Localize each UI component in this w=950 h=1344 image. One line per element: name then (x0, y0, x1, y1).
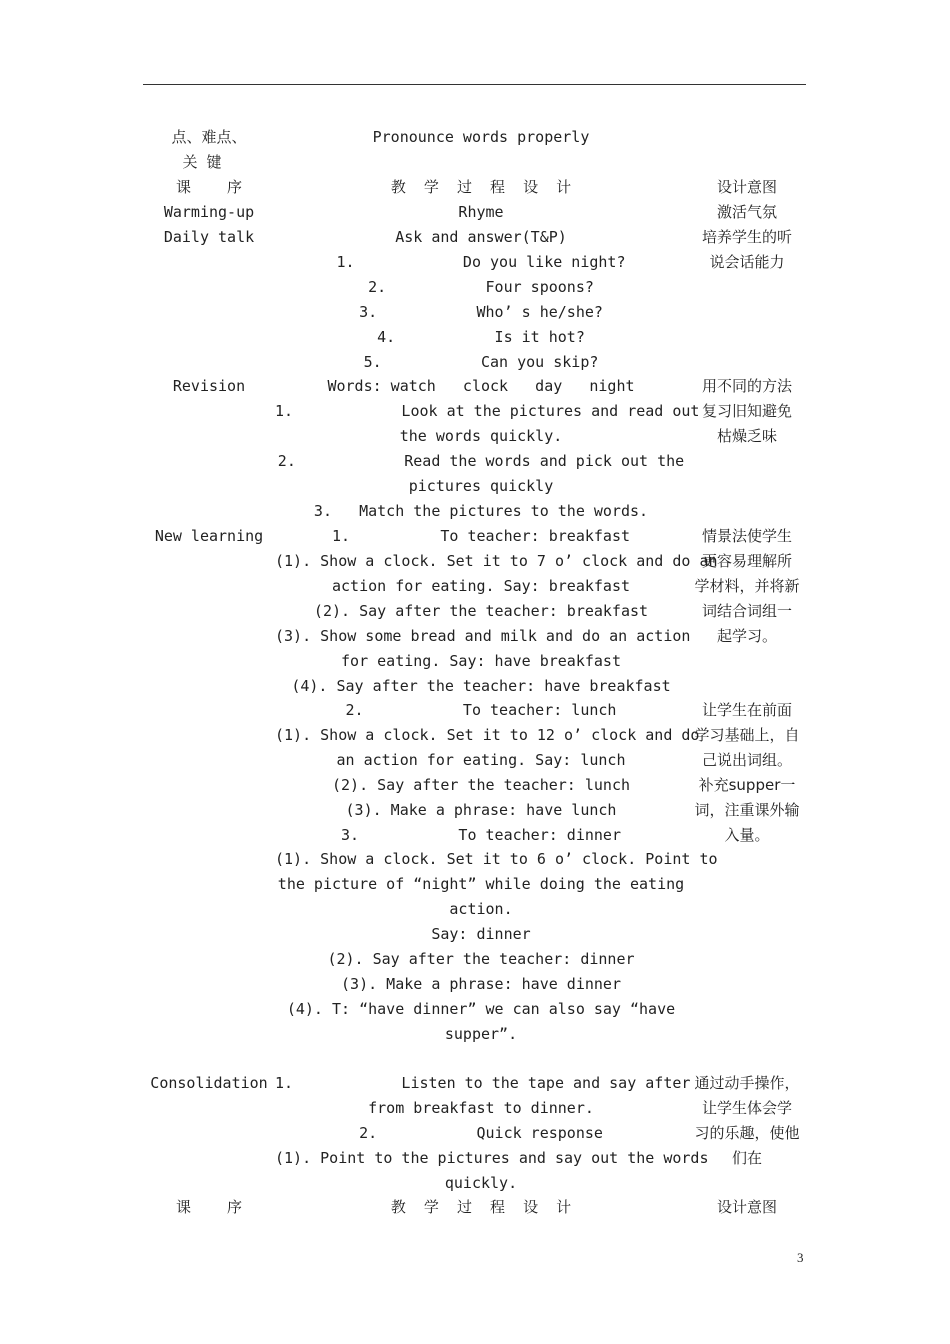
rhyme-text: Rhyme (458, 203, 504, 221)
consolidation-2-1: (1). Point to the pictures and say out the words (275, 1149, 709, 1167)
revision-words: Words: watch clock day night (327, 377, 635, 395)
section-new-learning: New learning (154, 527, 264, 545)
section-consolidation: Consolidation (150, 1074, 268, 1092)
header-rule (143, 84, 806, 85)
process-design-header-bottom: 教 学 过 程 设 计 (390, 1198, 572, 1216)
intent-consolidation-1: 通过动手操作， (694, 1074, 800, 1092)
new-learning-3-1: (1). Show a clock. Set it to 6 o’ clock. Point to (275, 850, 718, 868)
question-1: 1. Do you like night? (336, 253, 626, 271)
consolidation-step-1: 1. Listen to the tape and say after (275, 1074, 691, 1092)
process-header-bottom: 课 序 (175, 1198, 243, 1216)
new-learning-3-1-say: Say: dinner (431, 925, 531, 943)
revision-step-1: 1. Look at the pictures and read out (275, 402, 700, 420)
intent-new-learning-b6: 入量。 (724, 826, 770, 844)
new-learning-1-3-cont: for eating. Say: have breakfast (341, 652, 621, 670)
intent-new-learning-5: 起学习。 (716, 627, 777, 645)
new-learning-2-3: (3). Make a phrase: have lunch (345, 801, 617, 819)
intent-warmup-2: 培养学生的听 (701, 228, 792, 246)
new-learning-2-1-cont: an action for eating. Say: lunch (336, 751, 626, 769)
intent-consolidation-2: 让学生体会学 (701, 1099, 792, 1117)
new-learning-step-3: 3. To teacher: dinner (341, 826, 621, 844)
intent-revision-2: 复习旧知避免 (701, 402, 792, 420)
intent-new-learning-b4: 补充supper一 (698, 776, 796, 794)
consolidation-step-1-cont: from breakfast to dinner. (368, 1099, 594, 1117)
section-warmup: Warming-up (163, 203, 255, 221)
revision-step-2-cont: pictures quickly (408, 477, 554, 495)
pronounce-text: Pronounce words properly (372, 128, 590, 146)
intent-header: 设计意图 (716, 178, 777, 196)
page-number: 3 (797, 1250, 804, 1265)
new-learning-step-1: 1. To teacher: breakfast (331, 527, 630, 545)
new-learning-1-1: (1). Show a clock. Set it to 7 o’ clock and do an (275, 552, 718, 570)
new-learning-2-2: (2). Say after the teacher: lunch (331, 776, 630, 794)
revision-step-3: 3. Match the pictures to the words. (313, 502, 649, 520)
intent-warmup-3: 说会话能力 (709, 253, 785, 271)
revision-step-1-cont: the words quickly. (399, 427, 563, 445)
difficulty-label-2: 关 键 (182, 153, 222, 171)
new-learning-step-2: 2. To teacher: lunch (345, 701, 617, 719)
process-design-header: 教 学 过 程 设 计 (390, 178, 572, 196)
difficulty-label: 点、难点、 (171, 128, 247, 146)
revision-step-2: 2. Read the words and pick out the (277, 452, 685, 470)
section-revision: Revision (172, 377, 246, 395)
intent-new-learning-1: 情景法使学生 (701, 527, 792, 545)
process-header: 课 序 (175, 178, 243, 196)
new-learning-1-4: (4). Say after the teacher: have breakfast (291, 677, 671, 695)
new-learning-1-1-cont: action for eating. Say: breakfast (331, 577, 630, 595)
question-4: 4. Is it hot? (377, 328, 585, 346)
question-2: 2. Four spoons? (368, 278, 594, 296)
consolidation-2-1-cont: quickly. (444, 1174, 518, 1192)
new-learning-2-1: (1). Show a clock. Set it to 12 o’ clock and do (275, 726, 700, 744)
intent-revision-3: 枯燥乏味 (716, 427, 777, 445)
intent-new-learning-b5: 词，注重课外输 (694, 801, 800, 819)
new-learning-3-2: (2). Say after the teacher: dinner (327, 950, 635, 968)
intent-new-learning-2: 更容易理解所 (701, 552, 792, 570)
intent-revision-1: 用不同的方法 (701, 377, 792, 395)
ask-answer-text: Ask and answer(T&P) (395, 228, 567, 246)
intent-new-learning-3: 学材料，并将新 (694, 577, 800, 595)
section-daily-talk: Daily talk (163, 228, 255, 246)
new-learning-3-1-cont: the picture of “night” while doing the eating (277, 875, 685, 893)
new-learning-3-1-cont-2: action. (449, 900, 513, 918)
consolidation-step-2: 2. Quick response (359, 1124, 603, 1142)
new-learning-3-4-cont: supper”. (444, 1025, 518, 1043)
intent-new-learning-b1: 让学生在前面 (701, 701, 792, 719)
new-learning-3-4: (4). T: “have dinner” we can also say “have (286, 1000, 676, 1018)
new-learning-1-2: (2). Say after the teacher: breakfast (313, 602, 649, 620)
intent-header-bottom: 设计意图 (716, 1198, 777, 1216)
intent-consolidation-4: 们在 (731, 1149, 762, 1167)
intent-new-learning-b2: 学习基础上，自 (694, 726, 800, 744)
intent-consolidation-3: 习的乐趣，使他 (694, 1124, 800, 1142)
intent-new-learning-4: 词结合词组一 (701, 602, 792, 620)
intent-new-learning-b3: 己说出词组。 (701, 751, 792, 769)
new-learning-1-3: (3). Show some bread and milk and do an action (275, 627, 691, 645)
question-3: 3. Who’ s he/she? (359, 303, 603, 321)
question-5: 5. Can you skip? (363, 353, 599, 371)
new-learning-3-3: (3). Make a phrase: have dinner (341, 975, 621, 993)
intent-warmup-1: 激活气氛 (716, 203, 777, 221)
